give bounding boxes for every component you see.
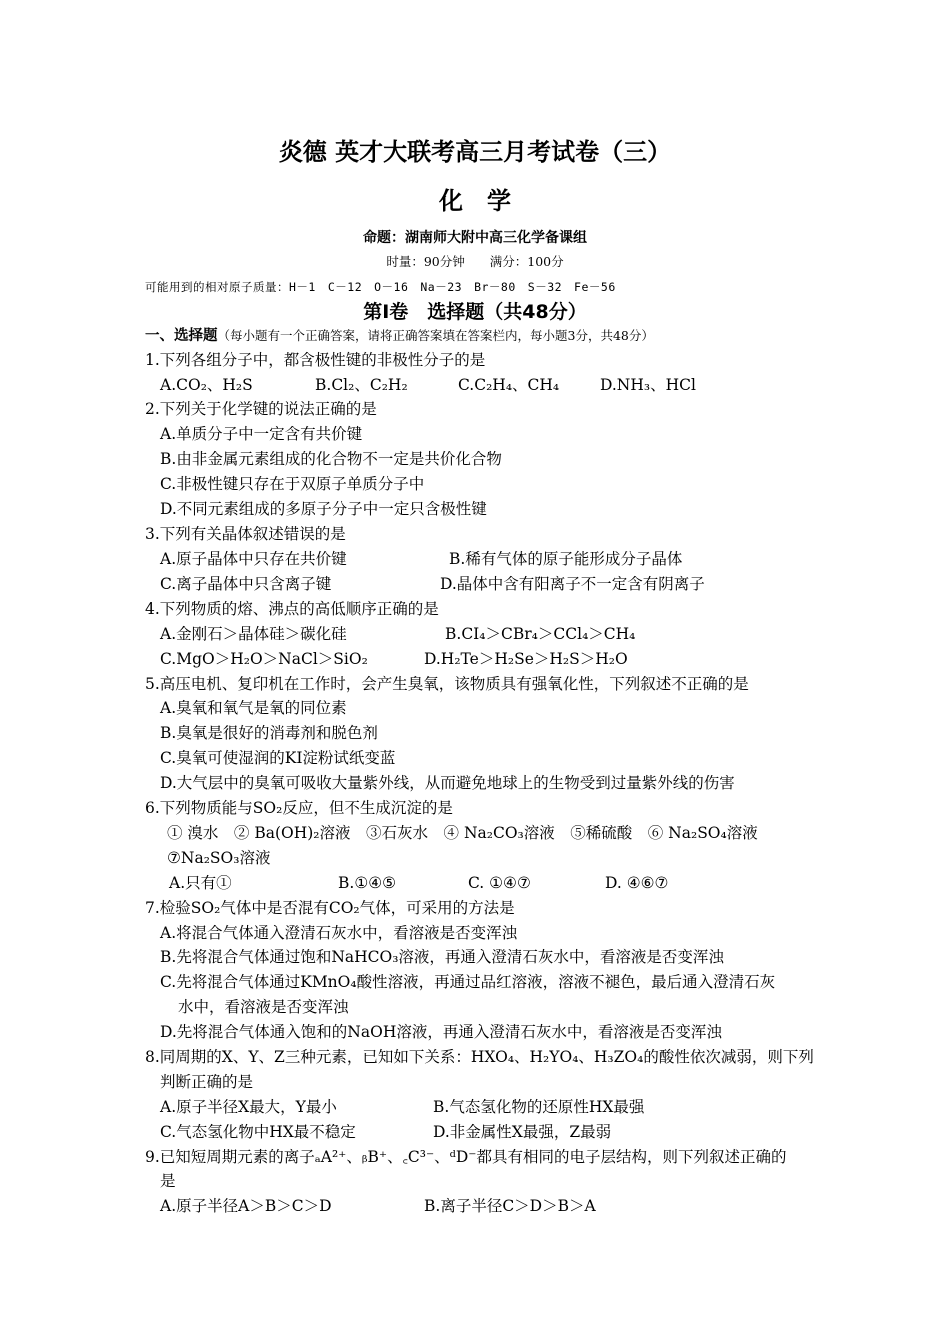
q6-option-c: C. ①④⑦	[468, 874, 531, 892]
q5-option-d: D.大气层中的臭氧可吸收大量紫外线，从而避免地球上的生物受到过量紫外线的伤害	[160, 774, 735, 792]
q6-items-line2: ⑦Na₂SO₃溶液	[167, 849, 271, 867]
q3-option-d: D.晶体中含有阳离子不一定含有阴离子	[440, 575, 705, 593]
atomic-masses-line: 可能用到的相对原子质量：H－1 C－12 O－16 Na－23 Br－80 S－32 Fe－56	[145, 280, 616, 294]
q2-option-b: B.由非金属元素组成的化合物不一定是共价化合物	[160, 450, 502, 468]
time-score-line: 时量：90分钟 满分：100分	[386, 254, 564, 269]
exam-title: 炎德 英才大联考高三月考试卷（三）	[278, 138, 672, 166]
section-title: 第Ⅰ卷 选择题（共48分）	[363, 301, 587, 323]
q2-option-a: A.单质分子中一定含有共价键	[160, 425, 363, 443]
q6-stem: 6.下列物质能与SO₂反应，但不生成沉淀的是	[145, 799, 453, 817]
q8-option-a: A.原子半径X最大，Y最小	[160, 1098, 337, 1116]
q3-stem: 3.下列有关晶体叙述错误的是	[145, 525, 346, 543]
q4-option-d: D.H₂Te＞H₂Se＞H₂S＞H₂O	[424, 650, 628, 668]
part-note: （每小题有一个正确答案，请将正确答案填在答案栏内，每小题3分，共48分）	[217, 328, 654, 343]
q4-option-b: B.CI₄＞CBr₄＞CCl₄＞CH₄	[445, 625, 636, 643]
q7-option-c-line2: 水中，看溶液是否变浑浊	[178, 998, 349, 1016]
part-heading	[145, 325, 654, 346]
q8-stem-line2: 判断正确的是	[160, 1073, 254, 1091]
author-line: 命题：湖南师大附中高三化学备课组	[363, 230, 587, 246]
q8-option-c: C.气态氢化物中HX最不稳定	[160, 1123, 356, 1141]
part-label: 一、选择题	[145, 328, 218, 344]
q2-stem: 2.下列关于化学键的说法正确的是	[145, 400, 377, 418]
q8-option-d: D.非金属性X最强，Z最弱	[433, 1123, 612, 1141]
q9-stem-line2: 是	[160, 1172, 176, 1190]
q1-option-c: C.C₂H₄、CH₄	[458, 376, 560, 394]
q3-option-a: A.原子晶体中只存在共价键	[160, 550, 347, 568]
q2-option-d: D.不同元素组成的多原子分子中一定只含极性键	[160, 500, 487, 518]
q4-option-c: C.MgO＞H₂O＞NaCl＞SiO₂	[160, 650, 368, 668]
q6-option-a: A.只有①	[169, 874, 232, 892]
q7-option-d: D.先将混合气体通入饱和的NaOH溶液，再通入澄清石灰水中，看溶液是否变浑浊	[160, 1023, 722, 1041]
q7-option-c-line1: C.先将混合气体通过KMnO₄酸性溶液，再通过品红溶液，溶液不褪色，最后通入澄清石灰	[160, 973, 776, 991]
q1-option-a: A.CO₂、H₂S	[160, 376, 253, 394]
q8-option-b: B.气态氢化物的还原性HX最强	[433, 1098, 645, 1116]
q7-option-b: B.先将混合气体通过饱和NaHCO₃溶液，再通入澄清石灰水中，看溶液是否变浑浊	[160, 948, 724, 966]
q3-option-c: C.离子晶体中只含离子键	[160, 575, 332, 593]
q5-option-b: B.臭氧是很好的消毒剂和脱色剂	[160, 724, 378, 742]
q7-option-a: A.将混合气体通入澄清石灰水中，看溶液是否变浑浊	[160, 924, 518, 942]
q6-option-b: B.①④⑤	[338, 874, 397, 892]
q8-stem-line1: 8.同周期的X、Y、Z三种元素，已知如下关系：HXO₄、H₂YO₄、H₃ZO₄的酸性依次减弱，则下列	[145, 1048, 814, 1066]
q1-option-d: D.NH₃、HCl	[600, 376, 696, 394]
q4-stem: 4.下列物质的熔、沸点的高低顺序正确的是	[145, 600, 439, 618]
q6-option-d: D. ④⑥⑦	[605, 874, 669, 892]
q3-option-b: B.稀有气体的原子能形成分子晶体	[449, 550, 683, 568]
q9-option-a: A.原子半径A＞B＞C＞D	[160, 1197, 332, 1215]
q1-option-b: B.Cl₂、C₂H₂	[315, 376, 408, 394]
q2-option-c: C.非极性键只存在于双原子单质分子中	[160, 475, 425, 493]
q1-stem: 1.下列各组分子中，都含极性键的非极性分子的是	[145, 351, 486, 369]
q5-stem: 5.高压电机、复印机在工作时，会产生臭氧，该物质具有强氧化性，下列叙述不正确的是	[145, 675, 749, 693]
q9-stem-line1: 9.已知短周期元素的离子ₐA²⁺、ᵦB⁺、꜀C³⁻、ᵈD⁻都具有相同的电子层结构，则下列叙述正确的	[145, 1148, 787, 1166]
q7-stem: 7.检验SO₂气体中是否混有CO₂气体，可采用的方法是	[145, 899, 515, 917]
q4-option-a: A.金刚石＞晶体硅＞碳化硅	[160, 625, 347, 643]
q6-items-line1: ① 溴水 ② Ba(OH)₂溶液 ③石灰水 ④ Na₂CO₃溶液 ⑤稀硫酸 ⑥ Na₂SO₄溶液	[167, 824, 758, 842]
q9-option-b: B.离子半径C＞D＞B＞A	[424, 1197, 596, 1215]
q5-option-c: C.臭氧可使湿润的KI淀粉试纸变蓝	[160, 749, 396, 767]
q5-option-a: A.臭氧和氧气是氧的同位素	[160, 699, 347, 717]
subject-title: 化 学	[439, 187, 511, 215]
